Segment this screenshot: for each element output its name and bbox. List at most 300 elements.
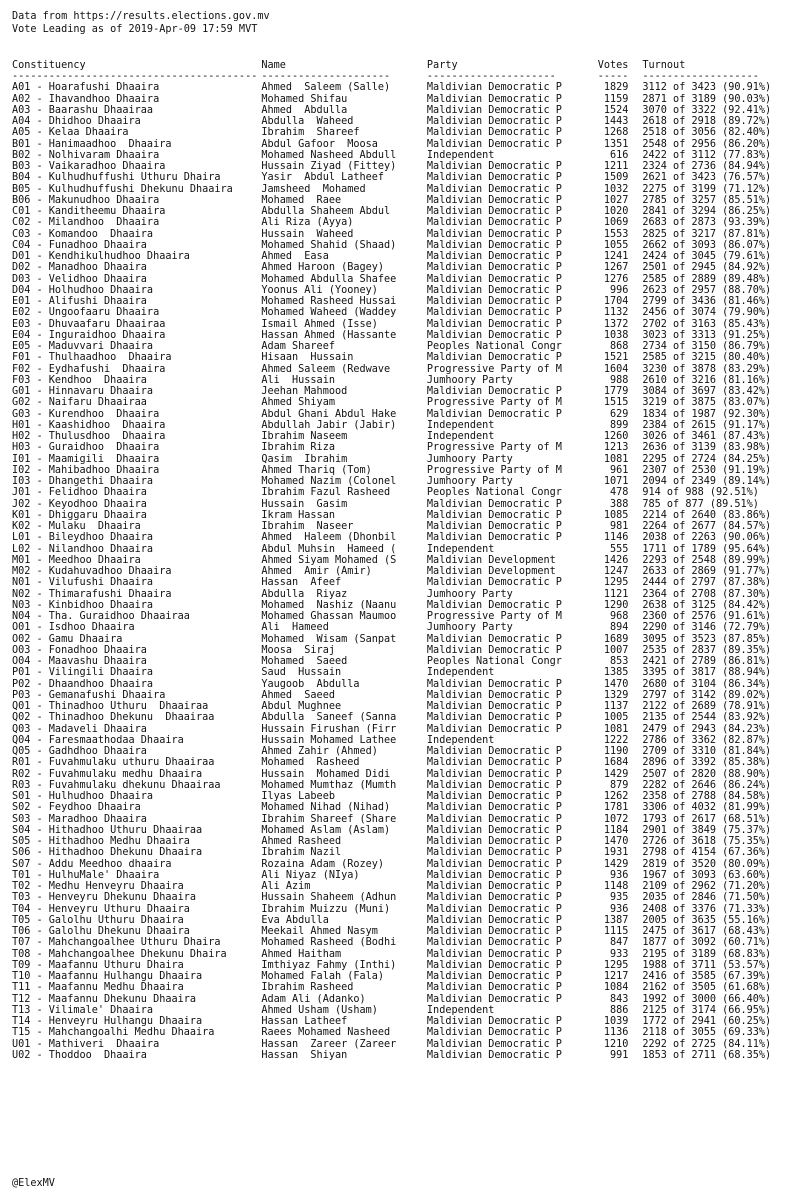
turnout-cell: 2307 of 2530 (91.19%): [642, 464, 772, 476]
table-row: [12, 184, 792, 195]
votes-cell: 1032: [603, 183, 629, 195]
party-cell: Maldivian Democratic P: [426, 971, 562, 982]
turnout-cell: 2282 of 2646 (86.24%): [642, 779, 772, 791]
table-row: [12, 150, 792, 161]
party-cell: Maldivian Democratic P: [426, 161, 562, 172]
candidate-name-cell: Jeehan Mahmood: [261, 386, 348, 397]
turnout-cell: 1988 of 3711 (53.57%): [642, 959, 772, 971]
turnout-cell: 2214 of 2640 (83.86%): [642, 509, 772, 521]
table-row: [12, 836, 792, 847]
votes-cell: 1136: [603, 1027, 629, 1039]
constituency-cell: U02 - Thoddoo Dhaaira: [12, 1049, 147, 1061]
votes-cell: 981: [609, 521, 629, 532]
party-cell: Maldivian Democratic P: [426, 329, 562, 341]
constituency-cell: D01 - Kendhikulhudhoo Dhaaira: [12, 251, 190, 262]
table-row: [12, 319, 792, 330]
votes-cell: 1829: [603, 82, 629, 94]
party-cell: Maldivian Democratic P: [426, 926, 562, 937]
party-cell: Maldivian Democratic P: [426, 93, 562, 105]
turnout-cell: 2444 of 2797 (87.38%): [642, 577, 772, 589]
turnout-cell: 3112 of 3423 (90.91%): [642, 82, 772, 94]
turnout-cell: 1967 of 3093 (63.60%): [642, 869, 772, 881]
constituency-cell: C04 - Funadhoo Dhaaira: [12, 239, 147, 251]
constituency-cell: B06 - Makunudhoo Dhaaira: [12, 194, 160, 206]
table-row: [12, 116, 792, 127]
table-row: [12, 634, 792, 645]
column-header-constituency: Constituency: [12, 60, 86, 71]
candidate-name-cell: Hussain Shaheem (Adhun: [261, 892, 397, 904]
constituency-cell: I01 - Maamigili Dhaaira: [12, 453, 160, 465]
votes-cell: 1081: [603, 723, 629, 735]
constituency-cell: T02 - Medhu Henveyru Dhaaira: [12, 881, 184, 892]
turnout-cell: 2275 of 3199 (71.12%): [642, 183, 772, 195]
constituency-cell: S04 - Hithadhoo Uthuru Dhaairaa: [12, 824, 203, 836]
constituency-cell: T10 - Maafannu Hulhangu Dhaaira: [12, 971, 203, 982]
constituency-cell: F01 - Thulhaadhoo Dhaaira: [12, 352, 172, 364]
votes-cell: 1159: [603, 93, 629, 105]
candidate-name-cell: Yoonus Ali (Yooney): [261, 284, 378, 296]
votes-cell: 1072: [603, 813, 629, 825]
constituency-cell: F02 - Eydhafushi Dhaaira: [12, 363, 166, 375]
votes-cell: 1295: [603, 577, 629, 589]
votes-cell: 879: [609, 779, 629, 791]
candidate-name-cell: Ibrahim Nazil: [261, 847, 342, 859]
candidate-name-cell: Ahmed Saeed: [261, 689, 335, 701]
constituency-cell: O04 - Maavashu Dhaaira: [12, 656, 147, 667]
votes-cell: 1262: [603, 791, 629, 802]
turnout-cell: 2585 of 2889 (89.48%): [642, 273, 772, 285]
constituency-cell: S05 - Hithadhoo Medhu Dhaaira: [12, 836, 190, 847]
votes-cell: 1372: [603, 318, 629, 330]
candidate-name-cell: Meekail Ahmed Nasym: [261, 926, 378, 937]
party-cell: Jumhoory Party: [426, 374, 513, 386]
column-header-votes: Votes: [597, 60, 629, 71]
turnout-cell: 2035 of 2846 (71.50%): [642, 892, 772, 904]
constituency-cell: E03 - Dhuvaafaru Dhaairaa: [12, 318, 166, 330]
party-cell: Maldivian Democratic P: [426, 532, 562, 544]
party-cell: Peoples National Congr: [426, 656, 562, 667]
turnout-cell: 2680 of 3104 (86.34%): [642, 678, 772, 690]
constituency-cell: C03 - Komandoo Dhaaira: [12, 228, 154, 240]
votes-cell: 1222: [603, 734, 629, 746]
candidate-name-cell: Saud Hussain: [261, 667, 342, 679]
table-row: [12, 577, 792, 588]
turnout-cell: 1772 of 2941 (60.25%): [642, 1016, 772, 1027]
table-row: [12, 442, 792, 453]
candidate-name-cell: Hussain Mohamed Lathee: [261, 734, 397, 746]
candidate-name-cell: Hassan Shiyan: [261, 1049, 348, 1061]
turnout-cell: 2293 of 2548 (89.99%): [642, 554, 772, 566]
turnout-cell: 3070 of 3322 (92.41%): [642, 104, 772, 116]
table-row: [12, 217, 792, 228]
table-row: [12, 240, 792, 251]
party-cell: Maldivian Democratic P: [426, 498, 562, 510]
votes-cell: 1121: [603, 588, 629, 600]
party-cell: Peoples National Congr: [426, 487, 562, 499]
party-cell: Maldivian Democratic P: [426, 172, 562, 184]
table-row: [12, 746, 792, 757]
constituency-cell: S03 - Maradhoo Dhaaira: [12, 813, 147, 825]
votes-cell: 555: [609, 543, 629, 555]
votes-cell: 1213: [603, 442, 629, 454]
turnout-cell: 2535 of 2837 (89.35%): [642, 644, 772, 656]
candidate-name-cell: Ibrahim Shareef (Share: [261, 813, 397, 825]
constituency-cell: T07 - Mahchangoalhee Uthuru Dhaira: [12, 937, 221, 949]
table-row: [12, 1039, 792, 1050]
candidate-name-cell: Qasim Ibrahim: [261, 453, 348, 465]
constituency-cell: I03 - Dhangethi Dhaaira: [12, 476, 154, 487]
candidate-name-cell: Ahmed Amir (Amir): [261, 566, 372, 577]
candidate-name-cell: Ahmed Zahir (Ahmed): [261, 746, 378, 757]
table-row: [12, 960, 792, 971]
results-table-body: [12, 82, 792, 1061]
constituency-cell: T12 - Maafannu Dhekunu Dhaaira: [12, 993, 197, 1005]
party-cell: Maldivian Democratic P: [426, 678, 562, 690]
turnout-cell: 2901 of 3849 (75.37%): [642, 824, 772, 836]
turnout-cell: 2896 of 3392 (85.38%): [642, 757, 772, 769]
table-row: [12, 611, 792, 622]
party-cell: Maldivian Democratic P: [426, 757, 562, 769]
constituency-cell: Q05 - Gadhdhoo Dhaaira: [12, 746, 147, 757]
table-row: [12, 94, 792, 105]
turnout-cell: 2005 of 3635 (55.16%): [642, 914, 772, 926]
turnout-cell: 2358 of 2788 (84.58%): [642, 791, 772, 802]
candidate-name-cell: Ibrahim Riza: [261, 442, 335, 454]
header-rule: [12, 71, 792, 82]
votes-cell: 961: [609, 464, 629, 476]
party-cell: Maldivian Democratic P: [426, 993, 562, 1005]
votes-cell: 1084: [603, 982, 629, 994]
party-cell: Independent: [426, 1004, 495, 1016]
constituency-cell: M02 - Kudahuvadhoo Dhaaira: [12, 566, 172, 577]
party-cell: Maldivian Democratic P: [426, 959, 562, 971]
constituency-cell: E04 - Inguraidhoo Dhaaira: [12, 329, 166, 341]
table-row: [12, 330, 792, 341]
table-row: [12, 431, 792, 442]
votes-cell: 1290: [603, 599, 629, 611]
turnout-cell: 3306 of 4032 (81.99%): [642, 802, 772, 814]
table-row: [12, 296, 792, 307]
party-cell: Jumhoory Party: [426, 476, 513, 487]
party-cell: Maldivian Democratic P: [426, 937, 562, 949]
constituency-cell: S07 - Addu Meedhoo dhaaira: [12, 858, 172, 870]
constituency-cell: J02 - Keyodhoo Dhaaira: [12, 498, 147, 510]
candidate-name-cell: Mohamed Abdulla Shafee: [261, 273, 397, 285]
candidate-name-cell: Eva Abdulla: [261, 914, 329, 926]
table-row: [12, 510, 792, 521]
votes-cell: 388: [609, 498, 629, 510]
table-row: [12, 679, 792, 690]
votes-cell: 988: [609, 374, 629, 386]
table-row: [12, 274, 792, 285]
table-row: [12, 791, 792, 802]
candidate-name-cell: Moosa Siraj: [261, 644, 335, 656]
party-cell: Maldivian Democratic P: [426, 183, 562, 195]
constituency-cell: Q02 - Thinadhoo Dhekunu Dhaairaa: [12, 712, 215, 724]
constituency-cell: P01 - Vilingili Dhaaira: [12, 667, 154, 679]
table-row: [12, 757, 792, 768]
turnout-cell: 2364 of 2708 (87.30%): [642, 588, 772, 600]
candidate-name-cell: Raees Mohamed Nasheed: [261, 1027, 391, 1039]
table-row: [12, 139, 792, 150]
turnout-cell: 2118 of 3055 (69.33%): [642, 1027, 772, 1039]
constituency-cell: N03 - Kinbidhoo Dhaaira: [12, 599, 154, 611]
party-cell: Maldivian Democratic P: [426, 948, 562, 960]
turnout-cell: 2518 of 3056 (82.40%): [642, 127, 772, 139]
rule-constituency: ----------------------------------------: [12, 71, 258, 83]
turnout-cell: 914 of 988 (92.51%): [642, 487, 759, 499]
constituency-cell: C01 - Kanditheemu Dhaaira: [12, 206, 166, 217]
party-cell: Progressive Party of M: [426, 397, 562, 409]
party-cell: Maldivian Democratic P: [426, 82, 562, 94]
constituency-cell: U01 - Mathiveri Dhaaira: [12, 1038, 160, 1050]
party-cell: Jumhoory Party: [426, 622, 513, 634]
constituency-cell: O01 - Isdhoo Dhaaira: [12, 622, 135, 634]
candidate-name-cell: Ibrahim Naseer: [261, 521, 354, 532]
table-row: [12, 285, 792, 296]
candidate-name-cell: Hussain Gasim: [261, 498, 348, 510]
votes-cell: 899: [609, 419, 629, 431]
candidate-name-cell: Rozaina Adam (Rozey): [261, 858, 385, 870]
party-cell: Maldivian Democratic P: [426, 1016, 562, 1027]
constituency-cell: E02 - Ungoofaaru Dhaaira: [12, 307, 160, 319]
turnout-cell: 2195 of 3189 (68.83%): [642, 948, 772, 960]
turnout-cell: 1834 of 1987 (92.30%): [642, 408, 772, 420]
turnout-cell: 3026 of 3461 (87.43%): [642, 431, 772, 442]
turnout-cell: 2585 of 3215 (80.40%): [642, 352, 772, 364]
constituency-cell: D04 - Holhudhoo Dhaaira: [12, 284, 154, 296]
votes-cell: 1055: [603, 239, 629, 251]
constituency-cell: T08 - Mahchangoalhee Dhekunu Dhaira: [12, 948, 227, 960]
turnout-cell: 2162 of 3505 (61.68%): [642, 982, 772, 994]
constituency-cell: P02 - Dhaandhoo Dhaaira: [12, 678, 154, 690]
table-row: [12, 544, 792, 555]
turnout-cell: 2799 of 3436 (81.46%): [642, 296, 772, 307]
party-cell: Maldivian Democratic P: [426, 284, 562, 296]
party-cell: Maldivian Democratic P: [426, 262, 562, 274]
table-row: [12, 364, 792, 375]
votes-cell: 478: [609, 487, 629, 499]
constituency-cell: H01 - Kaashidhoo Dhaaira: [12, 419, 166, 431]
turnout-cell: 2785 of 3257 (85.51%): [642, 194, 772, 206]
turnout-cell: 2786 of 3362 (82.87%): [642, 734, 772, 746]
votes-cell: 1295: [603, 959, 629, 971]
party-cell: Maldivian Democratic P: [426, 746, 562, 757]
constituency-cell: M01 - Meedhoo Dhaaira: [12, 554, 141, 566]
constituency-cell: R02 - Fuvahmulaku medhu Dhaaira: [12, 768, 203, 780]
turnout-cell: 2702 of 3163 (85.43%): [642, 318, 772, 330]
table-row: [12, 127, 792, 138]
turnout-cell: 2548 of 2956 (86.20%): [642, 138, 772, 150]
votes-cell: 1081: [603, 453, 629, 465]
votes-cell: 1426: [603, 554, 629, 566]
votes-cell: 1267: [603, 262, 629, 274]
candidate-name-cell: Mohamed Shahid (Shaad): [261, 239, 397, 251]
table-row: [12, 172, 792, 183]
constituency-cell: F03 - Kendhoo Dhaaira: [12, 374, 147, 386]
party-cell: Independent: [426, 667, 495, 679]
party-cell: Peoples National Congr: [426, 341, 562, 352]
turnout-cell: 1992 of 3000 (66.40%): [642, 993, 772, 1005]
party-cell: Maldivian Democratic P: [426, 352, 562, 364]
party-cell: Maldivian Democratic P: [426, 903, 562, 915]
party-cell: Maldivian Democratic P: [426, 194, 562, 206]
party-cell: Maldivian Democratic P: [426, 847, 562, 859]
votes-cell: 1470: [603, 836, 629, 847]
turnout-cell: 2734 of 3150 (86.79%): [642, 341, 772, 352]
candidate-name-cell: Ahmed Haroon (Bagey): [261, 262, 385, 274]
candidate-name-cell: Mohamed Rasheed (Bodhi: [261, 937, 397, 949]
turnout-cell: 2384 of 2615 (91.17%): [642, 419, 772, 431]
turnout-cell: 2421 of 2789 (86.81%): [642, 656, 772, 667]
candidate-name-cell: Imthiyaz Fahmy (Inthi): [261, 959, 397, 971]
column-header-row: [12, 60, 792, 71]
constituency-cell: E01 - Alifushi Dhaaira: [12, 296, 147, 307]
turnout-cell: 2825 of 3217 (87.81%): [642, 228, 772, 240]
party-cell: Independent: [426, 543, 495, 555]
candidate-name-cell: Mohamed Nashiz (Naanu: [261, 599, 397, 611]
constituency-cell: N02 - Thimarafushi Dhaaira: [12, 588, 172, 600]
votes-cell: 1470: [603, 678, 629, 690]
party-cell: Maldivian Democratic P: [426, 892, 562, 904]
votes-cell: 847: [609, 937, 629, 949]
votes-cell: 853: [609, 656, 629, 667]
candidate-name-cell: Abdullah Jabir (Jabir): [261, 419, 397, 431]
party-cell: Jumhoory Party: [426, 453, 513, 465]
candidate-name-cell: Abdul Ghani Abdul Hake: [261, 408, 397, 420]
party-cell: Maldivian Development: [426, 554, 556, 566]
votes-cell: 1781: [603, 802, 629, 814]
constituency-cell: T13 - Vilimale' Dhaaira: [12, 1004, 154, 1016]
turnout-cell: 2094 of 2349 (89.14%): [642, 476, 772, 487]
constituency-cell: S02 - Feydhoo Dhaaira: [12, 802, 141, 814]
table-row: [12, 1027, 792, 1038]
party-cell: Independent: [426, 149, 495, 161]
turnout-cell: 2125 of 3174 (66.95%): [642, 1004, 772, 1016]
candidate-name-cell: Mohamed Saeed: [261, 656, 348, 667]
turnout-cell: 2621 of 3423 (76.57%): [642, 172, 772, 184]
turnout-cell: 2422 of 3112 (77.83%): [642, 149, 772, 161]
turnout-cell: 2636 of 3139 (83.98%): [642, 442, 772, 454]
turnout-cell: 2610 of 3216 (81.16%): [642, 374, 772, 386]
votes-cell: 1146: [603, 532, 629, 544]
party-cell: Maldivian Democratic P: [426, 914, 562, 926]
column-header-name: Name: [261, 60, 286, 71]
constituency-cell: T14 - Henveyru Hulhangu Dhaaira: [12, 1016, 203, 1027]
party-cell: Maldivian Democratic P: [426, 296, 562, 307]
rule-votes: -----: [597, 71, 629, 83]
turnout-cell: 1853 of 2711 (68.35%): [642, 1049, 772, 1061]
candidate-name-cell: Mohamed Ghassan Maumoo: [261, 611, 397, 622]
candidate-name-cell: Ahmed Rasheed: [261, 836, 342, 847]
table-row: [12, 645, 792, 656]
candidate-name-cell: Ibrahim Muizzu (Muni): [261, 903, 391, 915]
candidate-name-cell: Abdulla Waheed: [261, 116, 354, 127]
table-row: [12, 859, 792, 870]
candidate-name-cell: Ikram Hassan: [261, 509, 335, 521]
party-cell: Maldivian Democratic P: [426, 768, 562, 780]
turnout-cell: 2638 of 3125 (84.42%): [642, 599, 772, 611]
table-row: [12, 735, 792, 746]
candidate-name-cell: Ali Riza (Ayya): [261, 217, 354, 229]
table-row: [12, 870, 792, 881]
candidate-name-cell: Hassan Afeef: [261, 577, 342, 589]
constituency-cell: C02 - Milandhoo Dhaaira: [12, 217, 160, 229]
constituency-cell: L02 - Nilandhoo Dhaaira: [12, 543, 154, 555]
votes-cell: 935: [609, 892, 629, 904]
candidate-name-cell: Mohamed Nazim (Colonel: [261, 476, 397, 487]
candidate-name-cell: Ahmed Saleem (Redwave: [261, 363, 391, 375]
candidate-name-cell: Adam Ali (Adanko): [261, 993, 366, 1005]
constituency-cell: K01 - Dhiggaru Dhaaira: [12, 509, 147, 521]
party-cell: Maldivian Democratic P: [426, 701, 562, 712]
candidate-name-cell: Ilyas Labeeb: [261, 791, 335, 802]
constituency-cell: B04 - Kulhudhuffushi Uthuru Dhaira: [12, 172, 221, 184]
constituency-cell: O02 - Gamu Dhaaira: [12, 633, 123, 645]
party-cell: Maldivian Democratic P: [426, 633, 562, 645]
candidate-name-cell: Ibrahim Fazul Rasheed: [261, 487, 391, 499]
votes-cell: 1329: [603, 689, 629, 701]
candidate-name-cell: Ibrahim Naseem: [261, 431, 348, 442]
table-row: [12, 229, 792, 240]
turnout-cell: 2122 of 2689 (78.91%): [642, 701, 772, 712]
table-row: [12, 454, 792, 465]
table-row: [12, 847, 792, 858]
turnout-cell: 2623 of 2957 (88.70%): [642, 284, 772, 296]
turnout-cell: 2290 of 3146 (72.79%): [642, 622, 772, 634]
candidate-name-cell: Abdul Muhsin Hameed (: [261, 543, 397, 555]
table-row: [12, 656, 792, 667]
candidate-name-cell: Yasir Abdul Latheef: [261, 172, 385, 184]
votes-cell: 1443: [603, 116, 629, 127]
constituency-cell: T11 - Maafannu Medhu Dhaaira: [12, 982, 184, 994]
party-cell: Progressive Party of M: [426, 464, 562, 476]
table-row: [12, 802, 792, 813]
constituency-cell: I02 - Mahibadhoo Dhaaira: [12, 464, 160, 476]
turnout-cell: 2662 of 3093 (86.07%): [642, 239, 772, 251]
votes-cell: 1524: [603, 104, 629, 116]
candidate-name-cell: Yaugoob Abdulla: [261, 678, 360, 690]
constituency-cell: D02 - Manadhoo Dhaaira: [12, 262, 147, 274]
votes-cell: 968: [609, 611, 629, 622]
table-row: [12, 994, 792, 1005]
party-cell: Maldivian Democratic P: [426, 858, 562, 870]
candidate-name-cell: Abdul Mughnee: [261, 701, 342, 712]
table-row: [12, 1050, 792, 1061]
candidate-name-cell: Ahmed Thariq (Tom): [261, 464, 372, 476]
turnout-cell: 2456 of 3074 (79.90%): [642, 307, 772, 319]
table-row: [12, 780, 792, 791]
votes-cell: 629: [609, 408, 629, 420]
turnout-cell: 2295 of 2724 (84.25%): [642, 453, 772, 465]
table-row: [12, 971, 792, 982]
turnout-cell: 2135 of 2544 (83.92%): [642, 712, 772, 724]
table-row: [12, 397, 792, 408]
party-cell: Maldivian Democratic P: [426, 228, 562, 240]
table-row: [12, 251, 792, 262]
results-document: [12, 10, 792, 1061]
turnout-cell: 2501 of 2945 (84.92%): [642, 262, 772, 274]
constituency-cell: R01 - Fuvahmulaku uthuru Dhaairaa: [12, 757, 215, 769]
candidate-name-cell: Abdul Gafoor Moosa: [261, 138, 378, 150]
constituency-cell: T01 - HulhuMale' Dhaaira: [12, 869, 160, 881]
party-cell: Maldivian Democratic P: [426, 217, 562, 229]
constituency-cell: A03 - Baarashu Dhaairaa: [12, 104, 154, 116]
table-row: [12, 262, 792, 273]
party-cell: Jumhoory Party: [426, 588, 513, 600]
candidate-name-cell: Hussain Mohamed Didi: [261, 768, 391, 780]
table-row: [12, 937, 792, 948]
